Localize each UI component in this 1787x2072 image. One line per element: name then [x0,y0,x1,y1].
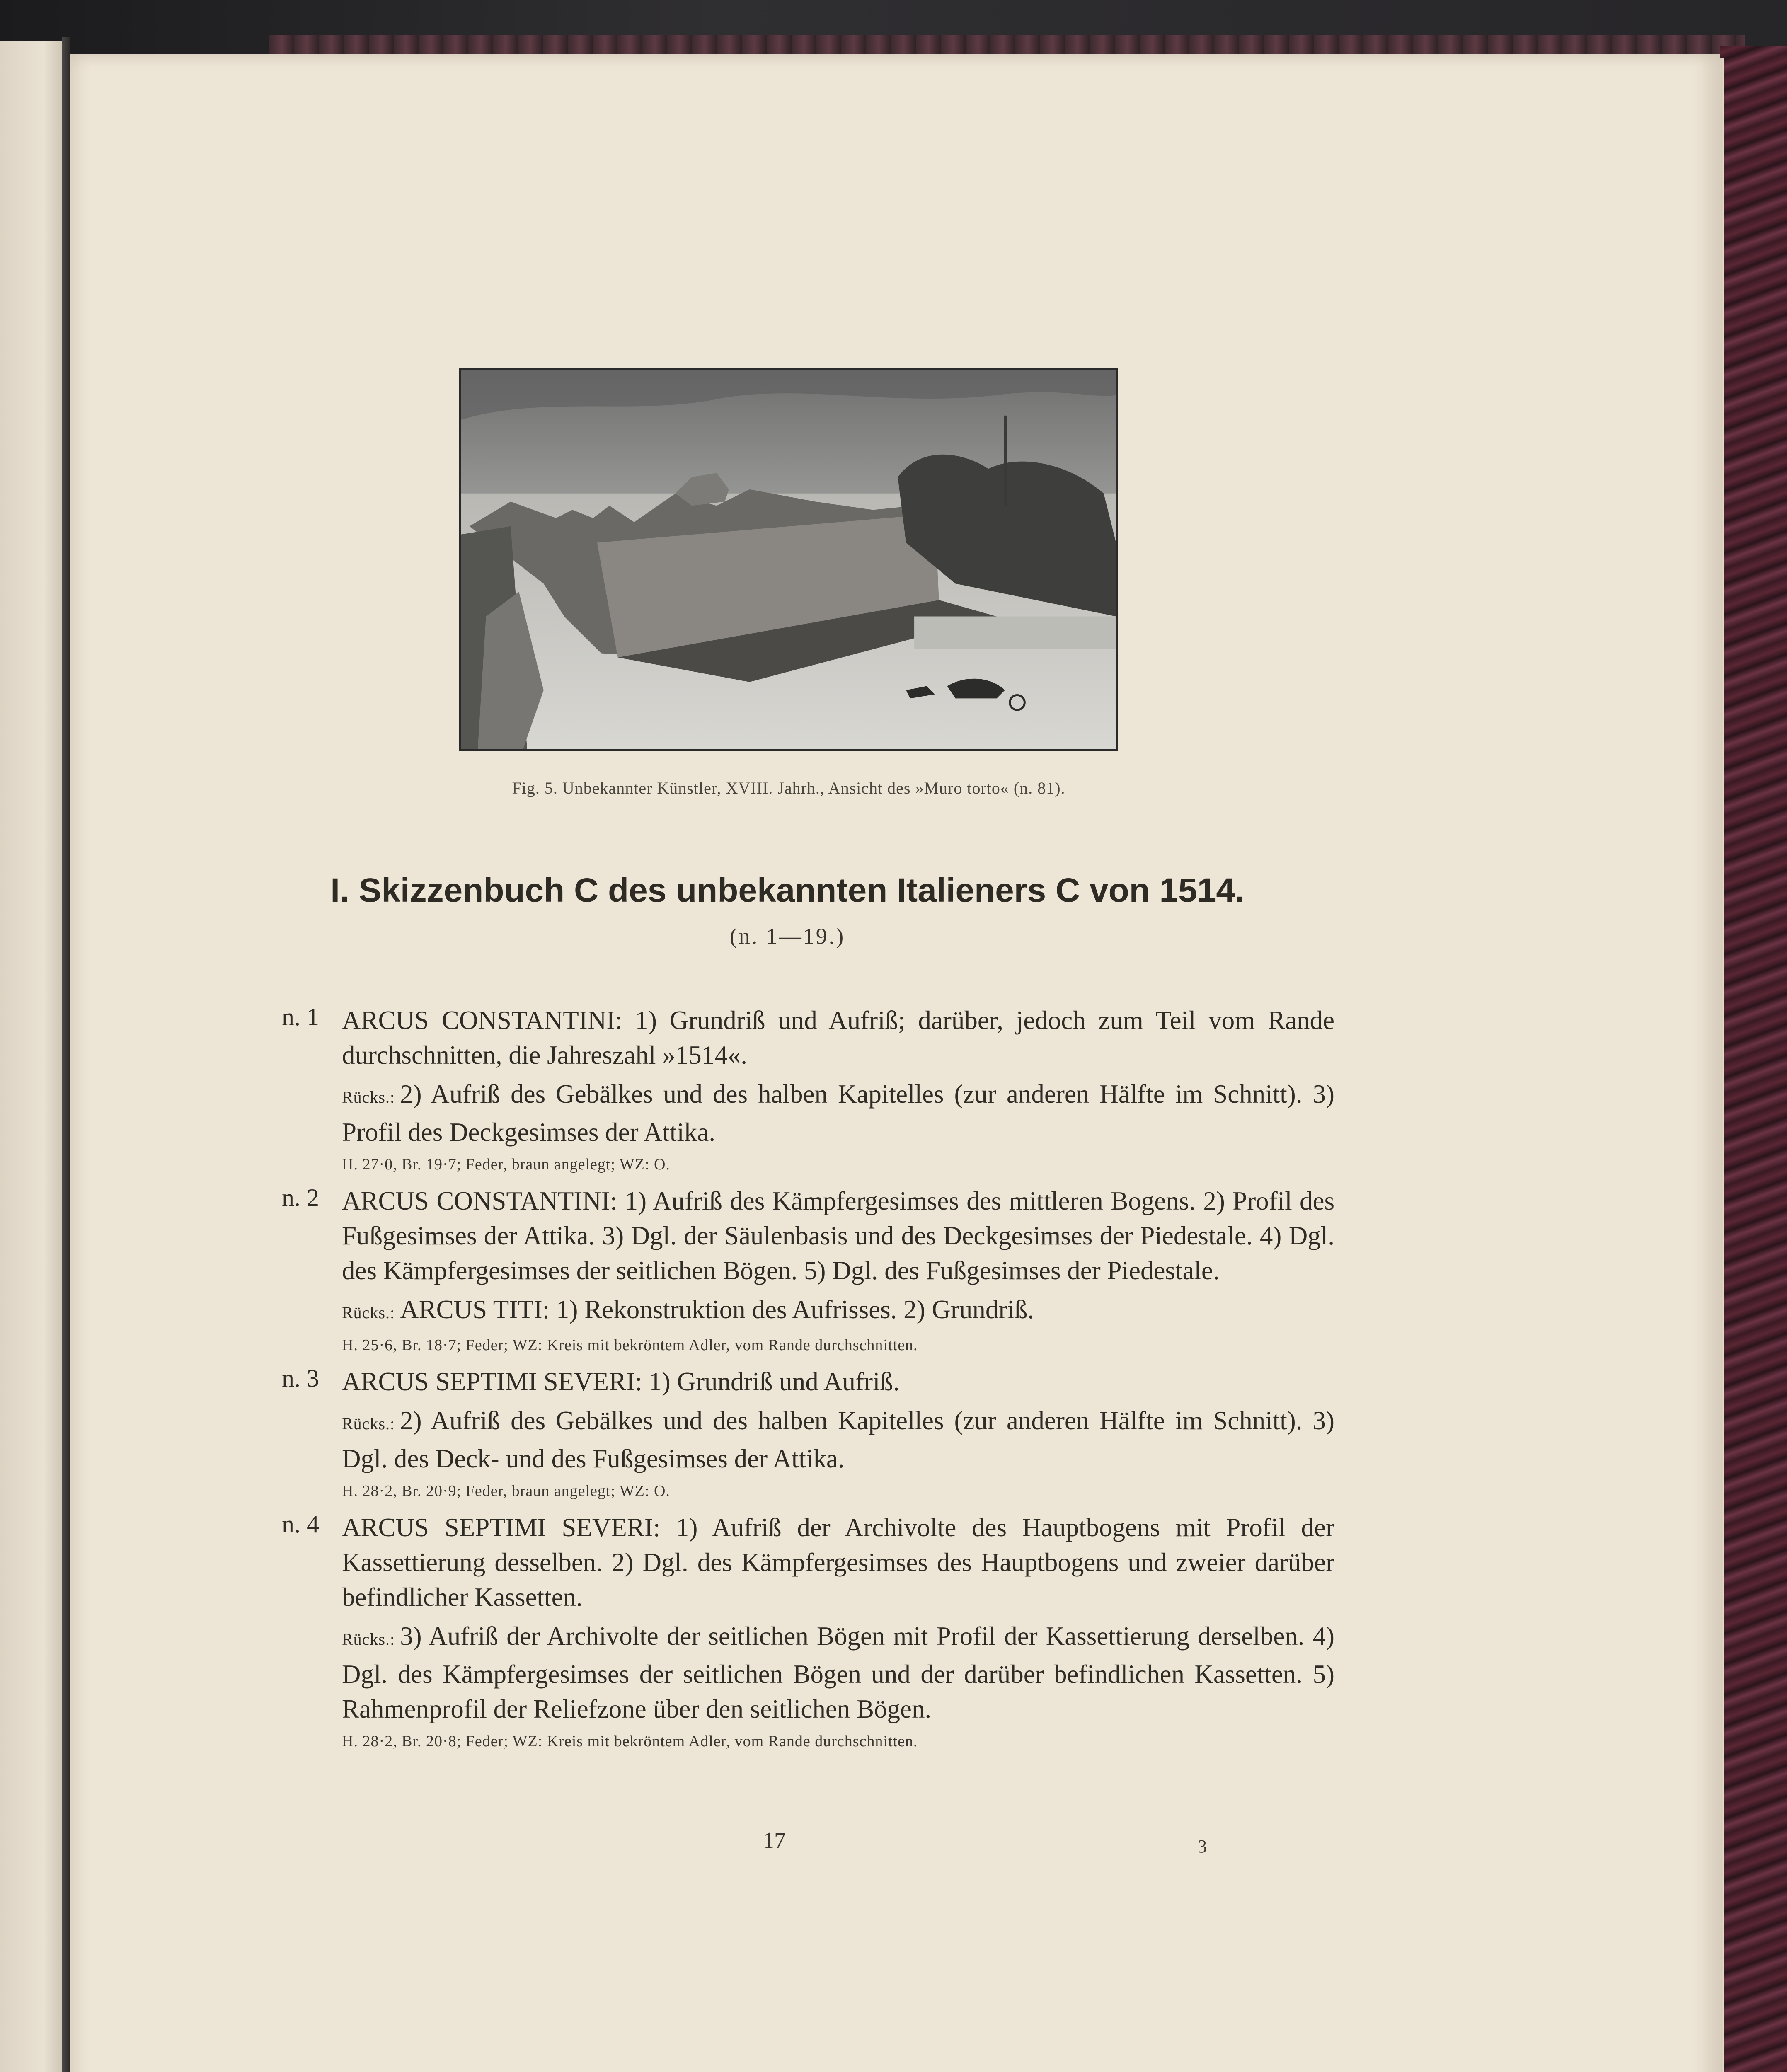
verso-label: Rücks.: [342,1414,395,1433]
catalog-entries [282,1003,1334,1760]
left-page-edge [0,41,65,2072]
verso-text: 2) Aufriß des Gebälkes und des halben Kapitelles (zur anderen Hälfte im Schnitt). 3) Dgl. des Deck- und des Fußgesimses der Attika. [342,1406,1334,1473]
signature-mark: 3 [1198,1836,1207,1857]
verso-text: ARCUS TITI: 1) Rekonstruktion des Aufrisses. 2) Grundriß. [400,1295,1034,1324]
entry-verso [342,1292,1334,1330]
entry-description: ARCUS CONSTANTINI: 1) Grundriß und Aufriß; darüber, jedoch zum Teil vom Rande durchschnitten, die Jahreszahl »1514«. [342,1006,1334,1070]
entry-number: n. 4 [282,1510,319,1538]
entry-number: n. 3 [282,1365,319,1392]
figure-caption: Fig. 5. Unbekannter Künstler, XVIII. Jahrh., Ansicht des »Muro torto« (n. 81). [512,779,1065,797]
verso-text: 2) Aufriß des Gebälkes und des halben Kapitelles (zur anderen Hälfte im Schnitt). 3) Profil des Deckgesimses der Attika. [342,1080,1334,1147]
verso-text: 3) Aufriß der Archivolte der seitlichen Bögen mit Profil der Kassettierung derselben. 4) Dgl. des Kämpfergesimses der seitlichen Bögen und der darüber befindlichen Kassetten. 5) Rahmenprofil der Reliefzone über den seitlichen Bögen. [342,1622,1334,1723]
entry-specification: H. 28·2, Br. 20·8; Feder; WZ: Kreis mit bekröntem Adler, vom Rande durchschnitten. [342,1733,918,1750]
verso-label: Rücks.: [342,1303,395,1322]
page-number: 17 [763,1828,786,1854]
entry-description: ARCUS SEPTIMI SEVERI: 1) Grundriß und Aufriß. [342,1367,900,1396]
entry-description: ARCUS CONSTANTINI: 1) Aufriß des Kämpfergesimses des mittleren Bogens. 2) Profil des Fußgesimses der Attika. 3) Dgl. der Säulenbasis und des Deckgesimses der Piedestale. 4) Dgl. des Kämpfergesimses der seitlichen Bögen. 5) Dgl. des Fußgesimses der Piedestale. [342,1186,1334,1285]
catalog-entry [282,1184,1334,1358]
marbled-endpaper-right [1720,46,1787,2072]
entry-specification: H. 28·2, Br. 20·9; Feder, braun angelegt; WZ: O. [342,1482,670,1500]
catalog-entry [282,1510,1334,1755]
section-title: I. Skizzenbuch C des unbekannten Italieners C von 1514. [330,871,1245,909]
verso-label: Rücks.: [342,1088,395,1106]
landscape-engraving-illustration [461,370,1116,749]
catalog-entry [282,1003,1334,1178]
entry-number: n. 1 [282,1003,319,1031]
entry-verso [342,1403,1334,1476]
verso-label: Rücks.: [342,1630,395,1648]
entry-specification: H. 25·6, Br. 18·7; Feder; WZ: Kreis mit bekröntem Adler, vom Rande durchschnitten. [342,1336,918,1354]
figure-illustration [459,368,1118,751]
entry-number: n. 2 [282,1184,319,1211]
section-subtitle: (n. 1—19.) [729,924,845,949]
catalog-entry [282,1364,1334,1504]
entry-specification: H. 27·0, Br. 19·7; Feder, braun angelegt; WZ: O. [342,1156,670,1173]
entry-description: ARCUS SEPTIMI SEVERI: 1) Aufriß der Archivolte des Hauptbogens mit Profil der Kassettierung desselben. 2) Dgl. des Kämpfergesimses des Hauptbogens und zweier darüber befindlicher Kassetten. [342,1513,1334,1612]
entry-verso [342,1619,1334,1726]
entry-verso [342,1077,1334,1150]
book-gutter [62,37,70,2072]
